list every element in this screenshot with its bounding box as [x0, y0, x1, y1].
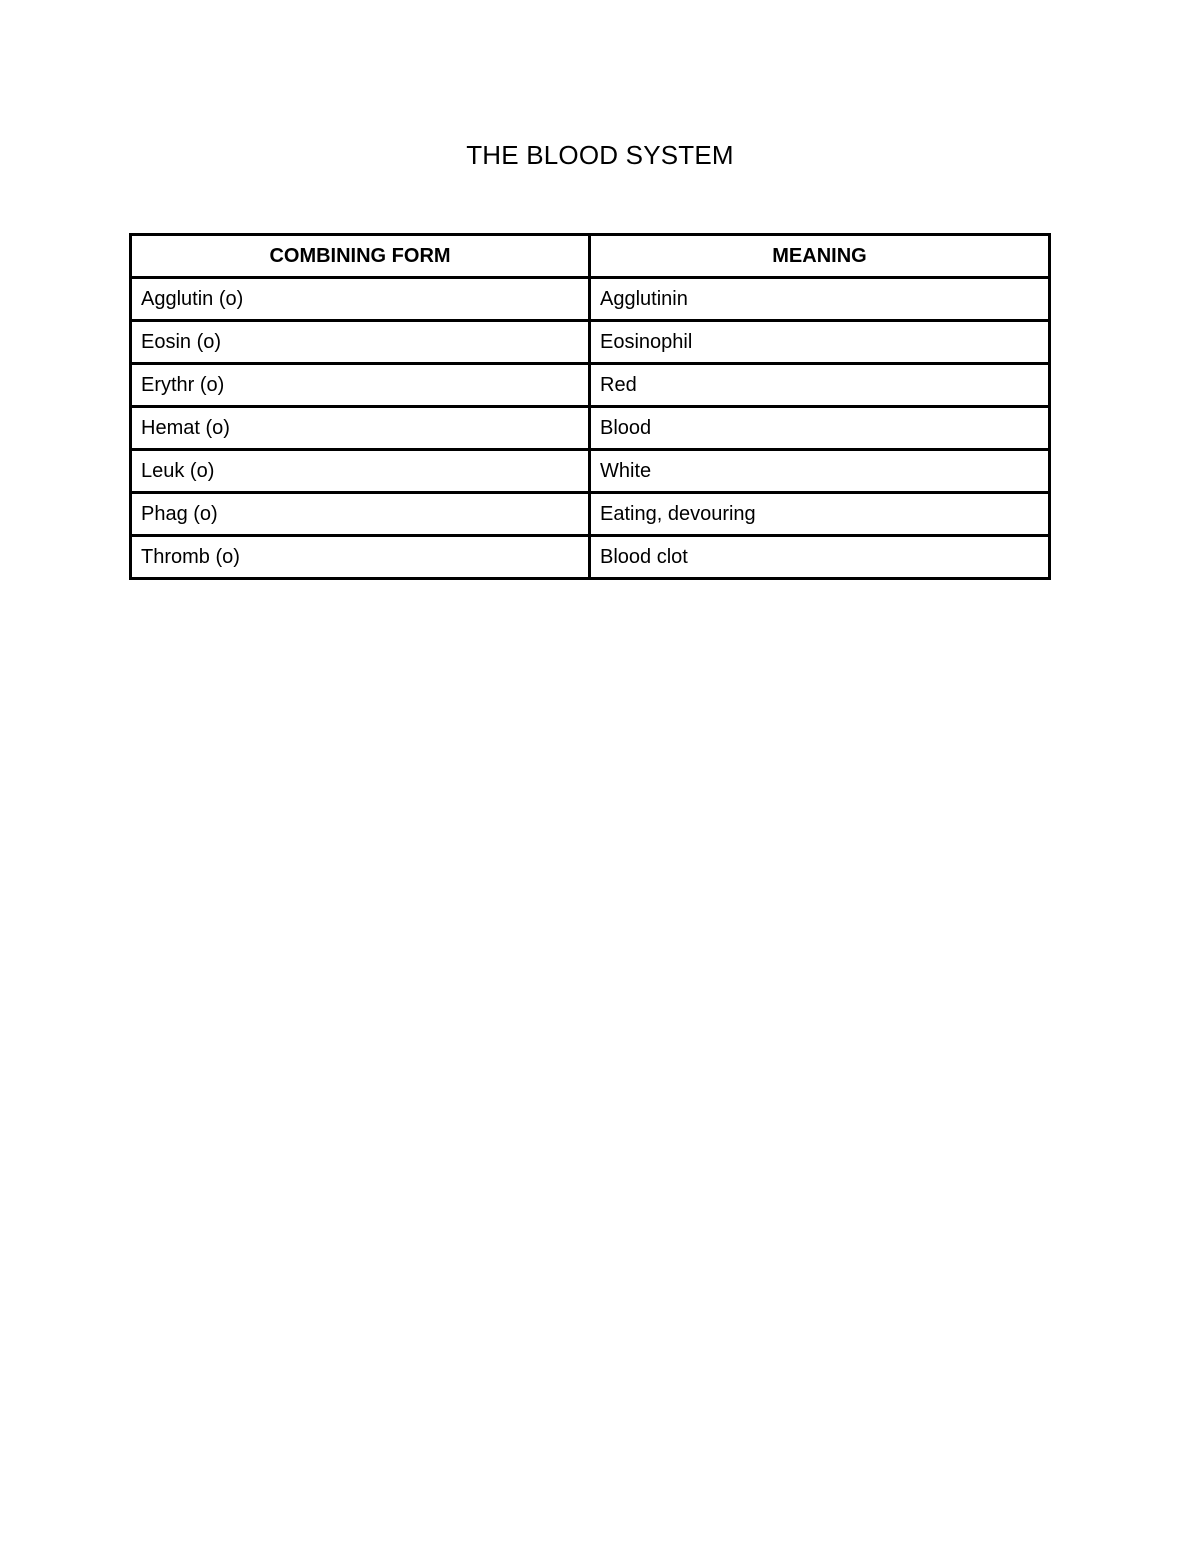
- combining-form-cell: Hemat (o): [131, 407, 590, 450]
- combining-form-cell: Thromb (o): [131, 536, 590, 579]
- combining-form-cell: Phag (o): [131, 493, 590, 536]
- table-row: [131, 450, 1050, 493]
- combining-form-cell: Agglutin (o): [131, 278, 590, 321]
- meaning-cell: Red: [590, 364, 1050, 407]
- meaning-cell: Blood clot: [590, 536, 1050, 579]
- table-row: [131, 278, 1050, 321]
- table-row: [131, 321, 1050, 364]
- combining-form-cell: Leuk (o): [131, 450, 590, 493]
- table-row: [131, 493, 1050, 536]
- combining-form-cell: Eosin (o): [131, 321, 590, 364]
- table-row: [131, 536, 1050, 579]
- meaning-cell: Eosinophil: [590, 321, 1050, 364]
- table-header-row: [131, 235, 1050, 278]
- meaning-cell: Eating, devouring: [590, 493, 1050, 536]
- column-header-meaning: MEANING: [590, 235, 1050, 278]
- meaning-cell: Agglutinin: [590, 278, 1050, 321]
- table-row: [131, 364, 1050, 407]
- column-header-combining-form: COMBINING FORM: [131, 235, 590, 278]
- combining-forms-table: [129, 233, 1051, 580]
- page-title: THE BLOOD SYSTEM: [466, 140, 734, 170]
- combining-form-cell: Erythr (o): [131, 364, 590, 407]
- meaning-cell: Blood: [590, 407, 1050, 450]
- table-row: [131, 407, 1050, 450]
- meaning-cell: White: [590, 450, 1050, 493]
